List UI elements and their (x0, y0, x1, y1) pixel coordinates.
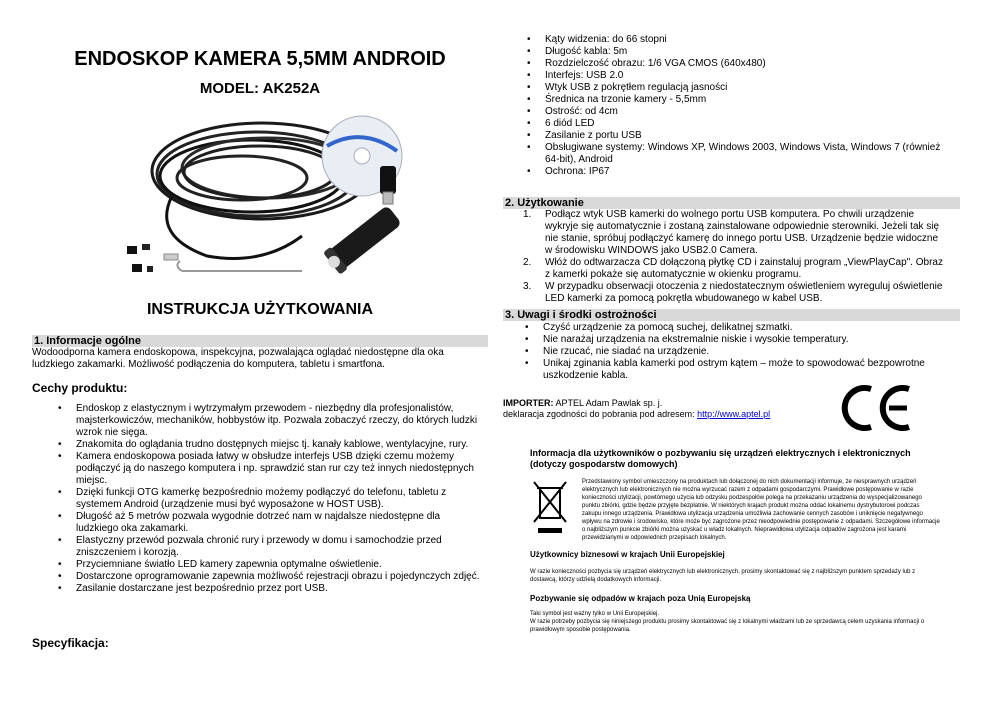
list-item: • Rozdzielczość obrazu: 1/6 VGA CMOS (640x480) (527, 58, 947, 70)
importer-name: APTEL Adam Pawlak sp. j. (555, 398, 663, 408)
section-usage-heading: 2. Użytkowanie (503, 197, 960, 209)
list-item: • Dzięki funkcji OTG kamerkę bezpośrednio możemy podłączyć do telefonu, tabletu z systemem Android (urządzenie musi być wyposażone w HOST USB). (58, 487, 482, 511)
list-item: • Dostarczone oprogramowanie zapewnia możliwość rejestracji obrazu i pojedynczych zdjęć. (58, 571, 482, 583)
list-item: • 6 diód LED (527, 118, 947, 130)
weee-notice (530, 448, 940, 634)
list-item: • Zasilanie z portu USB (527, 130, 947, 142)
step-text: Podłącz wtyk USB kamerki do wolnego portu USB komputera. Po chwili urządzenie wykryje się automatycznie i zostaną zainstalowane odpowiednie sterowniki. Jeżeli tak się nie stanie, spróbuj podłączyć kamerę do innego portu USB. Urządzenie będzie widoczne w środowisku WINDOWS jako USB2.0 Camera. (545, 209, 940, 256)
caution-list (525, 322, 945, 382)
list-item: • Nie rzucać, nie siadać na urządzenie. (525, 346, 945, 358)
list-item: • Wtyk USB z pokrętłem regulacją jasności (527, 82, 947, 94)
usage-step (503, 257, 943, 281)
features-heading: Cechy produktu: (32, 381, 128, 395)
step-text: W przypadku obserwacji otoczenia z niedostatecznym oświetleniem wyreguluj oświetlenie LED kamerki za pomocą pokrętła wbudowanego w kabel USB. (545, 281, 943, 304)
list-item: • Długość aż 5 metrów pozwala wygodnie dotrzeć nam w najdalsze niedostępne dla ludzkiego oka zakamarki. (58, 511, 482, 535)
section-caution-heading: 3. Uwagi i środki ostrożności (503, 309, 960, 321)
list-item: • Znakomita do oglądania trudno dostępnych miejsc tj. kanały kablowe, wentylacyjne, rury. (58, 439, 482, 451)
list-item: • Zasilanie dostarczane jest bezpośrednio przez port USB. (58, 583, 482, 595)
list-item: • Nie narażaj urządzenia na ekstremalnie niskie i wysokie temperatury. (525, 334, 945, 346)
specs-list (527, 34, 947, 178)
ce-mark-icon (839, 383, 915, 433)
step-number: 3. (523, 281, 532, 292)
crossed-bin-icon (530, 478, 570, 538)
instructions-title: INSTRUKCJA UŻYTKOWANIA (146, 301, 374, 318)
weee-eu-text: W razie konieczności pozbycia się urządzeń elektrycznych lub elektronicznych, prosimy skontaktować się z najbliższym punktem sprzedaży lub z dostawcą, którzy udzielą dodatkowych informacji. (530, 569, 916, 583)
step-number: 2. (523, 257, 532, 268)
step-text: Włóż do odtwarzacza CD dołączoną płytkę CD i zainstaluj program „ViewPlayCap". Obraz z kamerki pokaże się automatycznie w okienku programu. (545, 257, 943, 280)
importer-block (503, 398, 823, 420)
list-item: • Interfejs: USB 2.0 (527, 70, 947, 82)
section-general-heading: 1. Informacje ogólne (32, 335, 488, 347)
list-item: • Długość kabla: 5m (527, 46, 947, 58)
list-item: • Ostrość: od 4cm (527, 106, 947, 118)
features-list (58, 403, 482, 595)
product-photo (112, 106, 442, 286)
weee-non-eu-heading: Pozbywanie się odpadów w krajach poza Unią Europejską (530, 594, 751, 603)
usage-step (503, 209, 943, 257)
declaration-text: deklaracja zgodności do pobrania pod adresem: (503, 409, 695, 419)
step-number: 1. (523, 209, 532, 220)
usage-list (503, 209, 943, 305)
importer-link[interactable]: http://www.aptel.pl (697, 409, 771, 419)
weee-body: Przedstawiony symbol umieszczony na produktach lub dołączonej do nich dokumentacji informuje, że niesprawnych urządzeń elektrycznych lub elektronicznych nie można wyrzucać razem z odpadami gospodarczymi. Prawidłowe postępowanie w razie konieczności utylizacji, powtórnego użycia lub odzysku podzespołów polega na przekazaniu urządzenia do wyspecjalizowanego punktu zbiórki, gdzie będzie przyjęte bezpłatnie. W niektórych krajach produkt można oddać lokalnemu dystrybutorowi podczas zakupu innego urządzenia. Prawidłowa utylizacja urządzenia umożliwia zachowanie cennych zasobów i uniknięcie negatywnego wpływu na zdrowie i środowisko, które może być zagrożone przez nieodpowiednie postępowanie z odpadami. Szczegółowe informacje o najbliższym punkcie zbiórki można uzyskać u władz lokalnych. Nieprawidłowa utylizacja odpadów zagrożona jest karami przewidzianymi w odpowiednich przepisach lokalnych. (582, 479, 940, 541)
page-title: ENDOSKOP KAMERA 5,5MM ANDROID (74, 48, 446, 70)
weee-eu-heading: Użytkownicy biznesowi w krajach Unii Europejskiej (530, 550, 725, 559)
list-item: • Elastyczny przewód pozwala chronić rury i przewody w domu i samochodzie przed zniszczeniem i korozją. (58, 535, 482, 559)
weee-non-eu-text-1: Taki symbol jest ważny tylko w Unii Europejskiej. (530, 611, 660, 617)
weee-non-eu-text-2: W razie potrzeby pozbycia się niniejszego produktu prosimy skontaktować się z lokalnymi władzami lub ze sprzedawcą celem uzyskania informacji o prawidłowym sposobie postępowania. (530, 619, 925, 633)
list-item: • Średnica na trzonie kamery - 5,5mm (527, 94, 947, 106)
list-item: • Unikaj zginania kabla kamerki pod ostrym kątem – może to spowodować bezpowrotne uszkodzenie kabla. (525, 358, 945, 382)
list-item: • Kamera endoskopowa posiada łatwy w obsłudze interfejs USB dzięki czemu możemy podłączyć ją do naszego komputera i np. sprawdzić stan rur czy też innych niedostępnych miejsc. (58, 451, 482, 487)
weee-title: Informacja dla użytkowników o pozbywaniu się urządzeń elektrycznych i elektronicznych (dotyczy gospodarstw domowych) (530, 448, 911, 469)
list-item: • Przyciemniane światło LED kamery zapewnia optymalne oświetlenie. (58, 559, 482, 571)
list-item: • Czyść urządzenie za pomocą suchej, delikatnej szmatki. (525, 322, 945, 334)
list-item: • Ochrona: IP67 (527, 166, 947, 178)
list-item: • Kąty widzenia: do 66 stopni (527, 34, 947, 46)
specs-heading: Specyfikacja: (32, 636, 109, 650)
list-item: • Endoskop z elastycznym i wytrzymałym przewodem - niezbędny dla profesjonalistów, majsterkowiczów, mechaników, hobbystów itp. Pozwala zobaczyć rzeczy, do których ludzki wzrok nie sięga. (58, 403, 482, 439)
list-item: • Obsługiwane systemy: Windows XP, Windows 2003, Windows Vista, Windows 7 (również 64-bit), Android (527, 142, 947, 166)
section-general-text: Wodoodporna kamera endoskopowa, inspekcyjna, pozwalająca oglądać niedostępne dla oka ludzkiego zakamarki. Możliwość podłączenia do komputera, tabletu i smartfona. (32, 347, 444, 370)
importer-label: IMPORTER: (503, 398, 554, 408)
usage-step (503, 281, 943, 305)
model-label: MODEL: AK252A (199, 80, 321, 97)
